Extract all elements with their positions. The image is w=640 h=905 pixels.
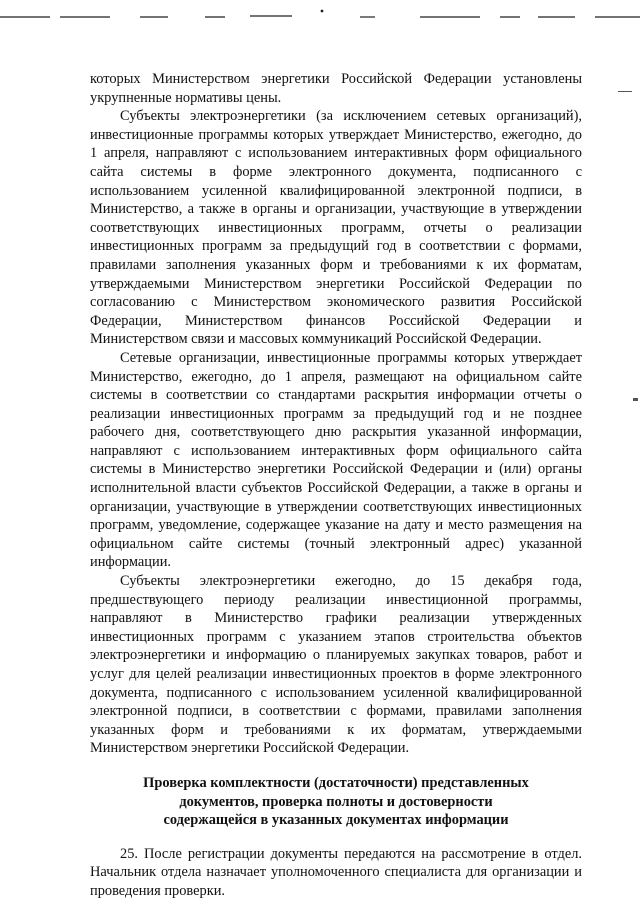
scan-side-mark <box>618 91 632 92</box>
section-heading-line: документов, проверка полноты и достоверности <box>179 793 493 810</box>
scan-side-mark <box>633 398 638 401</box>
section-heading <box>90 774 582 830</box>
section-heading-line: содержащейся в указанных документах информации <box>163 812 509 829</box>
section-heading-line: Проверка комплектности (достаточности) представленных <box>143 774 529 791</box>
paragraph-network-organizations: Сетевые организации, инвестиционные программы которых утверждает Министерство, ежегодно, до 1 апреля, размещают на официальном сайте системы в соответствии со стандартами раскрытия информации отчеты о реализации инвестиционных программ за предыдущий год и не позднее рабочего дня, соответствующего дню раскрытия указанной информации, направляют с использованием интерактивных форм официального сайта системы в Министерство энергетики Российской Федерации и (или) органы исполнительной власти субъектов Российской Федерации, а также в органы и организации, участвующие в утверждении соответствующих инвестиционных программ, уведомление, содержащее указание на дату и место размещения на официальном сайте системы (точный электронный адрес) указанной информации. <box>90 349 582 571</box>
paragraph-continuation: которых Министерством энергетики Российской Федерации установлены укрупненные нормативы цены. <box>90 71 582 106</box>
paragraph-schedules: Субъекты электроэнергетики ежегодно, до 15 декабря года, предшествующего периоду реализации инвестиционной программы, направляют в Министерство графики реализации утвержденных инвестиционных программ с указанием этапов строительства объектов электроэнергетики и информацию о планируемых закупках товаров, работ и услуг для целей реализации инвестиционных проектов в форме электронного документа, подписанного с использованием усиленной квалифицированной электронной подписи, в соответствии с формами, правилами заполнения указанных форм и требованиями к их форматам, утверждаемыми Министерством энергетики Российской Федерации. <box>90 573 582 757</box>
scan-edge-artifacts <box>0 0 640 30</box>
document-page <box>90 70 582 901</box>
paragraph-item-25: 25. После регистрации документы передаются на рассмотрение в отдел. Начальник отдела назначает уполномоченного специалиста для организации и проведения проверки. <box>90 845 582 899</box>
paragraph-subjects-reports: Субъекты электроэнергетики (за исключением сетевых организаций), инвестиционные программы которых утверждает Министерство, ежегодно, до 1 апреля, направляют с использованием интерактивных форм официального сайта системы в форме электронного документа, подписанного с использованием усиленной квалифицированной электронной подписи, в Министерство, а также в органы и организации, участвующие в утверждении соответствующих инвестиционных программ, отчеты о реализации инвестиционных программ за предыдущий год в соответствии с формами, правилами заполнения указанных форм и требованиями к их форматам, утверждаемыми Министерством энергетики Российской Федерации по согласованию с Министерством экономического развития Российской Федерации, Министерством финансов Российской Федерации и Министерством связи и массовых коммуникаций Российской Федерации. <box>90 108 582 348</box>
